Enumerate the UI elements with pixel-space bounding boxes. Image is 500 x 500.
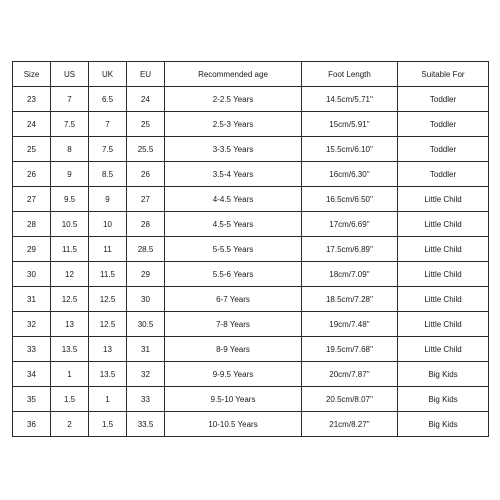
recommended-age-cell: 5-5.5 Years (165, 237, 302, 262)
table-row (13, 337, 489, 362)
uk-cell: 13.5 (89, 362, 127, 387)
foot-length-cell: 16.5cm/6.50'' (302, 187, 398, 212)
eu-cell: 28.5 (127, 237, 165, 262)
recommended-age-cell: 8-9 Years (165, 337, 302, 362)
header-foot-length: Foot Length (302, 62, 398, 87)
uk-cell: 7 (89, 112, 127, 137)
suitable-for-cell: Toddler (398, 87, 489, 112)
foot-length-cell: 17.5cm/6.89'' (302, 237, 398, 262)
suitable-for-cell: Big Kids (398, 387, 489, 412)
us-cell: 10.5 (51, 212, 89, 237)
us-cell: 13 (51, 312, 89, 337)
table-row (13, 262, 489, 287)
eu-cell: 32 (127, 362, 165, 387)
suitable-for-cell: Little Child (398, 337, 489, 362)
foot-length-cell: 15cm/5.91'' (302, 112, 398, 137)
foot-length-cell: 14.5cm/5.71'' (302, 87, 398, 112)
size-cell: 35 (13, 387, 51, 412)
eu-cell: 33 (127, 387, 165, 412)
suitable-for-cell: Big Kids (398, 412, 489, 437)
size-cell: 24 (13, 112, 51, 137)
uk-cell: 13 (89, 337, 127, 362)
table-row (13, 387, 489, 412)
size-cell: 23 (13, 87, 51, 112)
header-uk: UK (89, 62, 127, 87)
eu-cell: 30 (127, 287, 165, 312)
suitable-for-cell: Little Child (398, 287, 489, 312)
eu-cell: 24 (127, 87, 165, 112)
header-recommended-age: Recommended age (165, 62, 302, 87)
size-chart-table (12, 61, 489, 437)
eu-cell: 30.5 (127, 312, 165, 337)
uk-cell: 8.5 (89, 162, 127, 187)
table-header (13, 62, 489, 87)
foot-length-cell: 18cm/7.09'' (302, 262, 398, 287)
foot-length-cell: 18.5cm/7.28'' (302, 287, 398, 312)
foot-length-cell: 17cm/6.69'' (302, 212, 398, 237)
recommended-age-cell: 10-10.5 Years (165, 412, 302, 437)
size-cell: 36 (13, 412, 51, 437)
uk-cell: 11 (89, 237, 127, 262)
uk-cell: 6.5 (89, 87, 127, 112)
recommended-age-cell: 2.5-3 Years (165, 112, 302, 137)
size-cell: 32 (13, 312, 51, 337)
uk-cell: 12.5 (89, 287, 127, 312)
us-cell: 7 (51, 87, 89, 112)
foot-length-cell: 19.5cm/7.68'' (302, 337, 398, 362)
foot-length-cell: 19cm/7.48'' (302, 312, 398, 337)
us-cell: 1 (51, 362, 89, 387)
us-cell: 12 (51, 262, 89, 287)
recommended-age-cell: 5.5-6 Years (165, 262, 302, 287)
table-row (13, 137, 489, 162)
eu-cell: 31 (127, 337, 165, 362)
foot-length-cell: 20cm/7.87'' (302, 362, 398, 387)
size-cell: 33 (13, 337, 51, 362)
uk-cell: 12.5 (89, 312, 127, 337)
us-cell: 9 (51, 162, 89, 187)
eu-cell: 28 (127, 212, 165, 237)
uk-cell: 7.5 (89, 137, 127, 162)
table-row (13, 87, 489, 112)
size-cell: 34 (13, 362, 51, 387)
us-cell: 1.5 (51, 387, 89, 412)
suitable-for-cell: Little Child (398, 312, 489, 337)
size-cell: 25 (13, 137, 51, 162)
recommended-age-cell: 3-3.5 Years (165, 137, 302, 162)
size-cell: 31 (13, 287, 51, 312)
uk-cell: 11.5 (89, 262, 127, 287)
eu-cell: 27 (127, 187, 165, 212)
size-cell: 30 (13, 262, 51, 287)
uk-cell: 9 (89, 187, 127, 212)
us-cell: 13.5 (51, 337, 89, 362)
us-cell: 2 (51, 412, 89, 437)
header-size: Size (13, 62, 51, 87)
suitable-for-cell: Little Child (398, 237, 489, 262)
table-row (13, 187, 489, 212)
uk-cell: 1 (89, 387, 127, 412)
table-row (13, 212, 489, 237)
us-cell: 12.5 (51, 287, 89, 312)
size-cell: 28 (13, 212, 51, 237)
header-eu: EU (127, 62, 165, 87)
us-cell: 9.5 (51, 187, 89, 212)
table-row (13, 112, 489, 137)
table-row (13, 237, 489, 262)
size-cell: 29 (13, 237, 51, 262)
size-cell: 27 (13, 187, 51, 212)
suitable-for-cell: Big Kids (398, 362, 489, 387)
eu-cell: 26 (127, 162, 165, 187)
table-row (13, 362, 489, 387)
us-cell: 11.5 (51, 237, 89, 262)
recommended-age-cell: 2-2.5 Years (165, 87, 302, 112)
uk-cell: 1.5 (89, 412, 127, 437)
foot-length-cell: 15.5cm/6.10'' (302, 137, 398, 162)
eu-cell: 25 (127, 112, 165, 137)
table-row (13, 287, 489, 312)
suitable-for-cell: Little Child (398, 212, 489, 237)
foot-length-cell: 16cm/6.30'' (302, 162, 398, 187)
size-cell: 26 (13, 162, 51, 187)
recommended-age-cell: 3.5-4 Years (165, 162, 302, 187)
us-cell: 8 (51, 137, 89, 162)
header-suitable-for: Suitable For (398, 62, 489, 87)
us-cell: 7.5 (51, 112, 89, 137)
recommended-age-cell: 6-7 Years (165, 287, 302, 312)
foot-length-cell: 21cm/8.27'' (302, 412, 398, 437)
suitable-for-cell: Little Child (398, 262, 489, 287)
recommended-age-cell: 9.5-10 Years (165, 387, 302, 412)
suitable-for-cell: Toddler (398, 162, 489, 187)
foot-length-cell: 20.5cm/8.07'' (302, 387, 398, 412)
suitable-for-cell: Little Child (398, 187, 489, 212)
table-body (13, 87, 489, 437)
table-row (13, 312, 489, 337)
eu-cell: 29 (127, 262, 165, 287)
suitable-for-cell: Toddler (398, 137, 489, 162)
header-row (13, 62, 489, 87)
recommended-age-cell: 9-9.5 Years (165, 362, 302, 387)
recommended-age-cell: 7-8 Years (165, 312, 302, 337)
table-row (13, 162, 489, 187)
recommended-age-cell: 4-4.5 Years (165, 187, 302, 212)
eu-cell: 33.5 (127, 412, 165, 437)
header-us: US (51, 62, 89, 87)
recommended-age-cell: 4.5-5 Years (165, 212, 302, 237)
suitable-for-cell: Toddler (398, 112, 489, 137)
eu-cell: 25.5 (127, 137, 165, 162)
table-row (13, 412, 489, 437)
uk-cell: 10 (89, 212, 127, 237)
